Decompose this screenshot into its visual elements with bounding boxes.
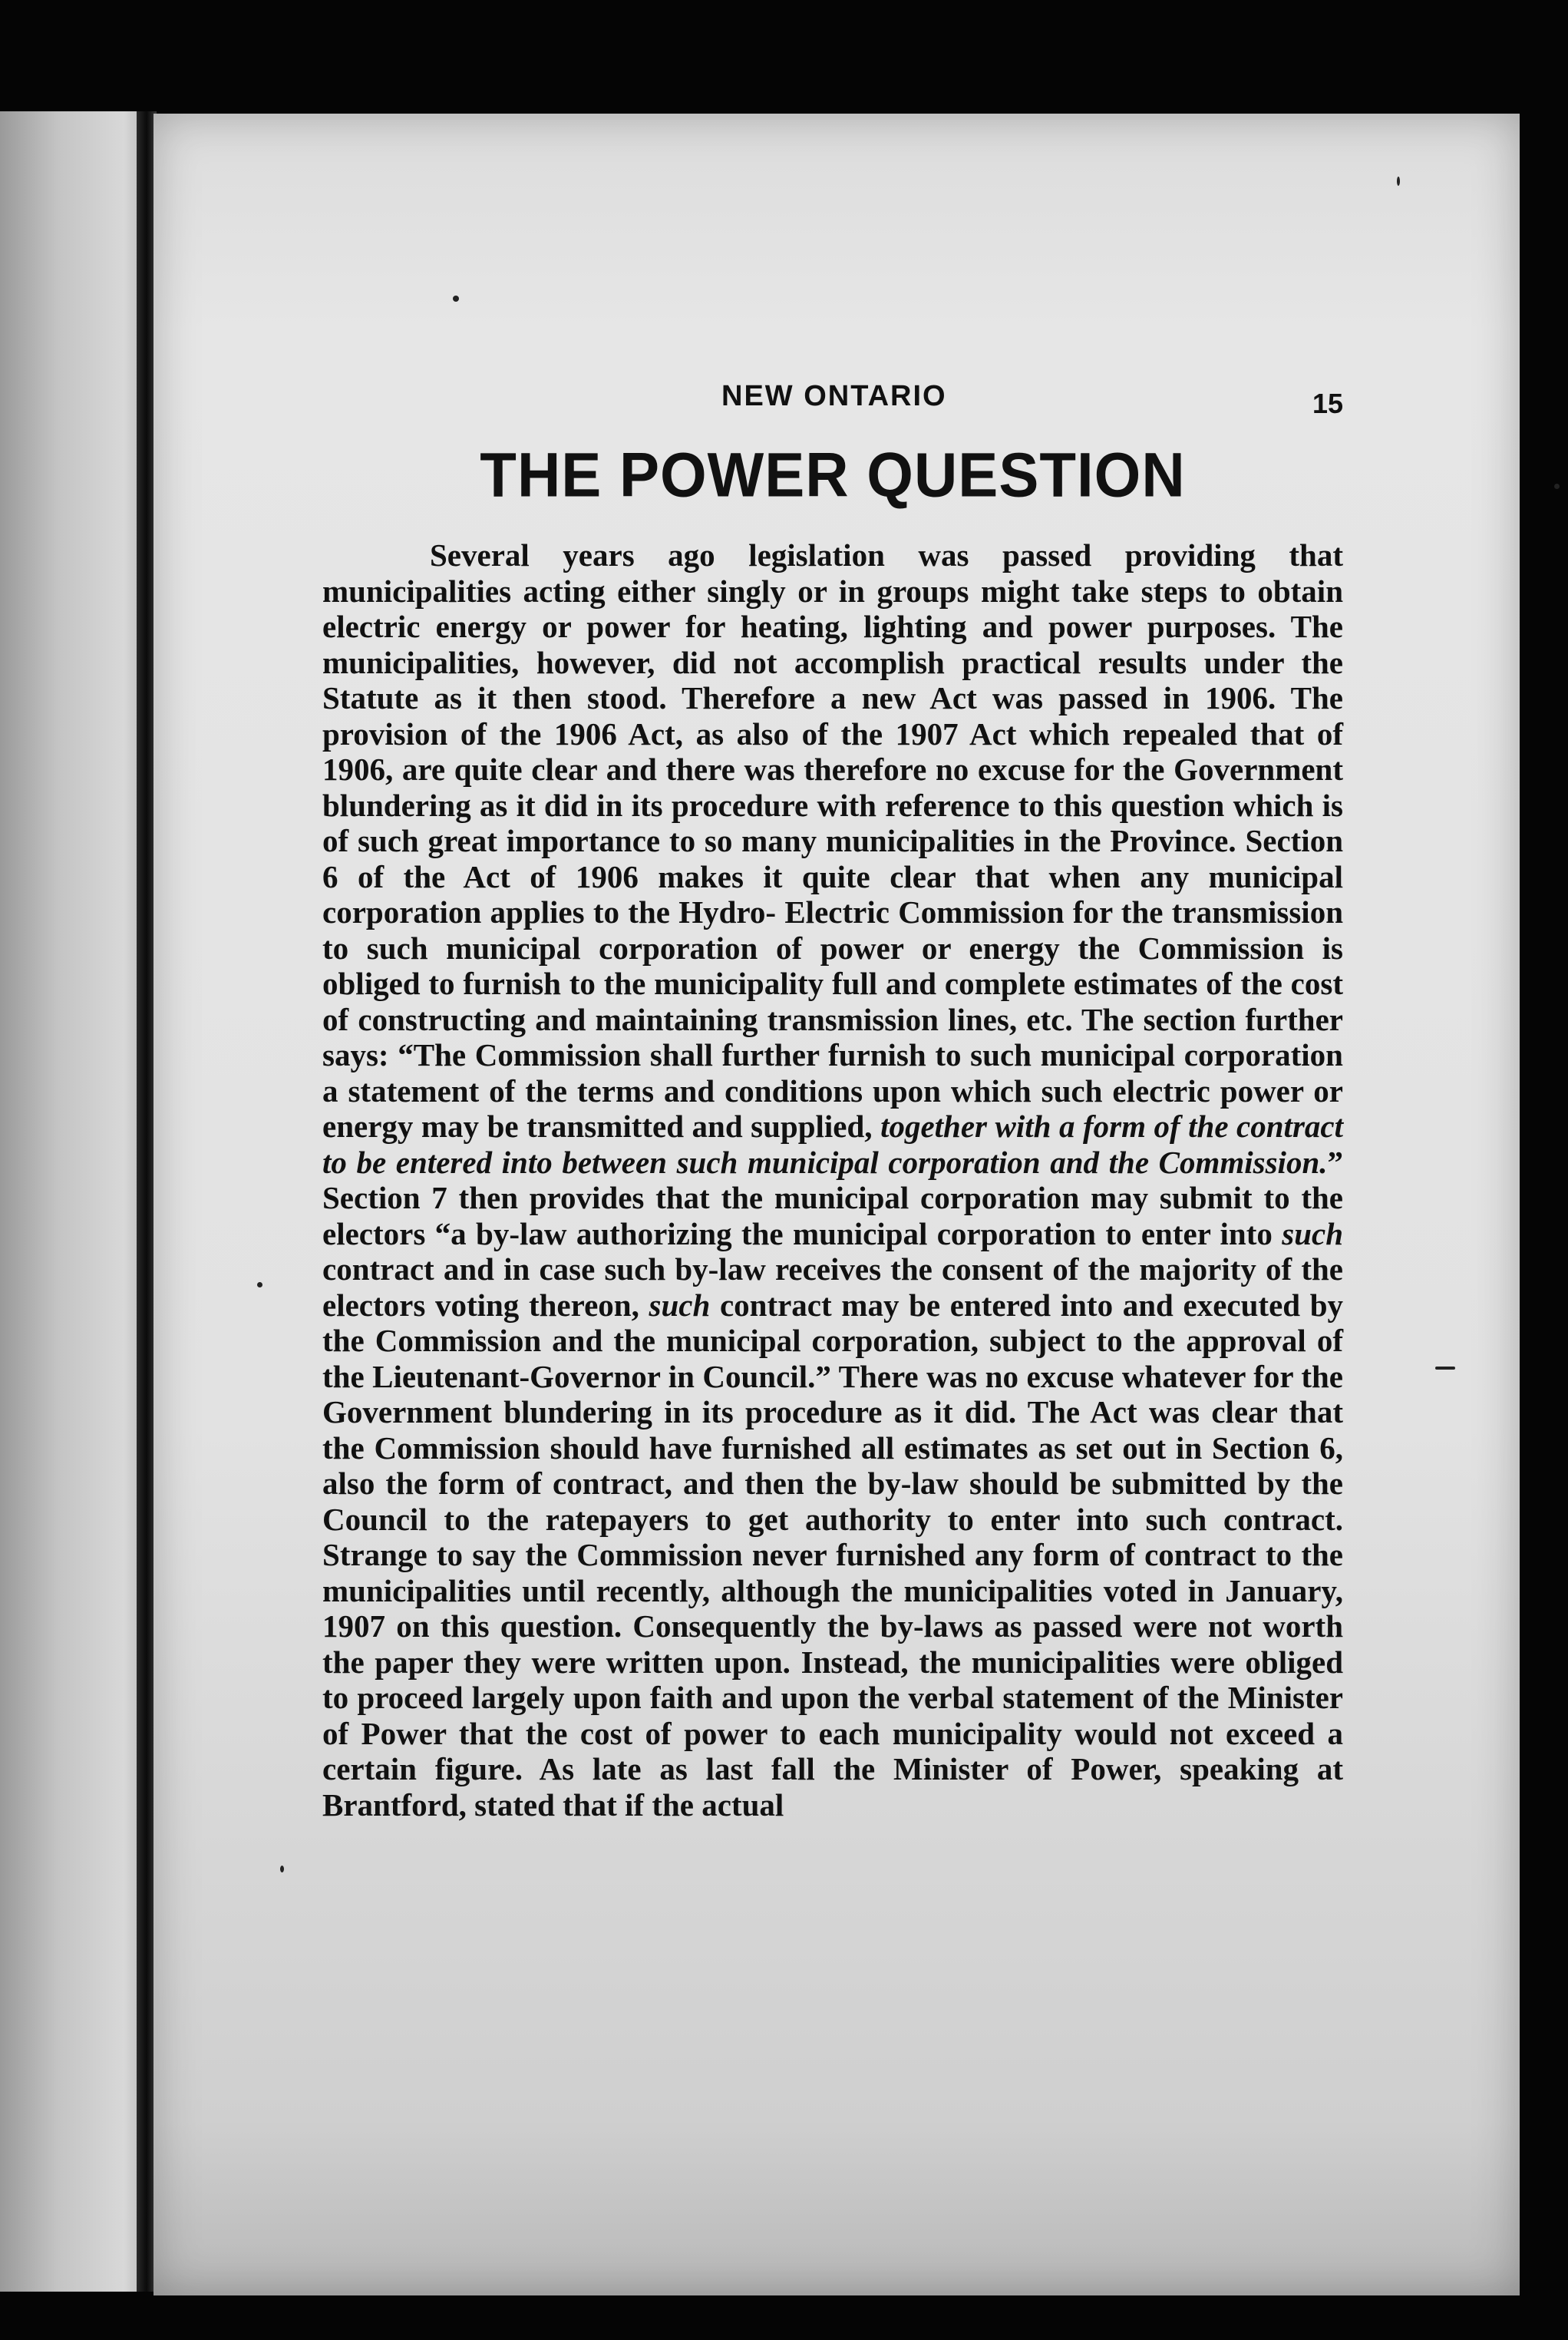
page-number: 15 (1312, 388, 1343, 419)
scan-speck (1554, 484, 1560, 489)
scan-speck (1397, 177, 1400, 186)
body-text-segment: Several years ago legislation was passed providing that municipalities acting either singly or in groups might take steps to obtain electric energy or power for heating, lighting and power purposes. The municipalities, however, did not accomplish practical results under the Statute as it then stood. Therefore a new Act was passed in 1906. The provision of the 1906 Act, as also of the 1907 Act which repealed that of 1906, are quite clear and there was therefore no excuse for the Government blundering as it did in its procedure with reference to this question which is of such great importance to so many municipalities in the Province. Section 6 of the Act of 1906 makes it quite clear that when any municipal corporation applies to the Hydro- Electric Commission for the transmission to such municipal corporation of power or energy the Commission is obliged to furnish to the municipality full and complete estimates of the cost of constructing and maintaining transmission lines, etc. The section further says: “The Commission shall further furnish to such municipal corporation a statement of the terms and conditions upon which such electric power or energy may be transmitted and supplied, (322, 537, 1343, 1144)
running-head (322, 380, 1343, 426)
body-italic-segment: together with a form of the contract to be entered into between such municipal corporation and the Commission. (322, 1109, 1343, 1180)
body-italic-segment: such (1282, 1215, 1344, 1251)
running-title: NEW ONTARIO (721, 380, 947, 412)
scan-speck (280, 1866, 284, 1872)
body-paragraph (322, 537, 1343, 1823)
body-italic-segment: such (649, 1287, 711, 1323)
scan-speck (1435, 1367, 1455, 1370)
left-page-edge (0, 111, 146, 2292)
scan-speck (257, 1282, 262, 1287)
body-text-segment: contract and in case such by-law receives the consent of the majority of the electors voting thereon, (322, 1251, 1343, 1323)
body-text-segment: contract may be entered into and executed by the Commission and the municipal corporation, subject to the approval of the Lieutenant-Governor in Council.” There was no excuse whatever for the Government blundering in its procedure as it did. The Act was clear that the Commission should have furnished all estimates as set out in Section 6, also the form of contract, and then the by-law should be submitted by the Council to the ratepayers to get authority to enter into such contract. Strange to say the Commission never furnished any form of contract to the municipalities until recently, although the municipalities voted in January, 1907 on this question. Consequently the by-laws as passed were not worth the paper they were written upon. Instead, the municipalities were obliged to proceed largely upon faith and upon the verbal statement of the Minister of Power that the cost of power to each municipality would not exceed a certain figure. As late as last fall the Minister of Power, speaking at Brantford, stated that if the actual (322, 1287, 1344, 1823)
scan-speck (453, 296, 459, 302)
chapter-title: THE POWER QUESTION (480, 438, 1186, 511)
body-text-segment: ” Section 7 then provides that the municipal corporation may submit to the electors “a by-law authorizing the municipal corporation to enter into (322, 1144, 1343, 1251)
page-content (322, 380, 1343, 1823)
